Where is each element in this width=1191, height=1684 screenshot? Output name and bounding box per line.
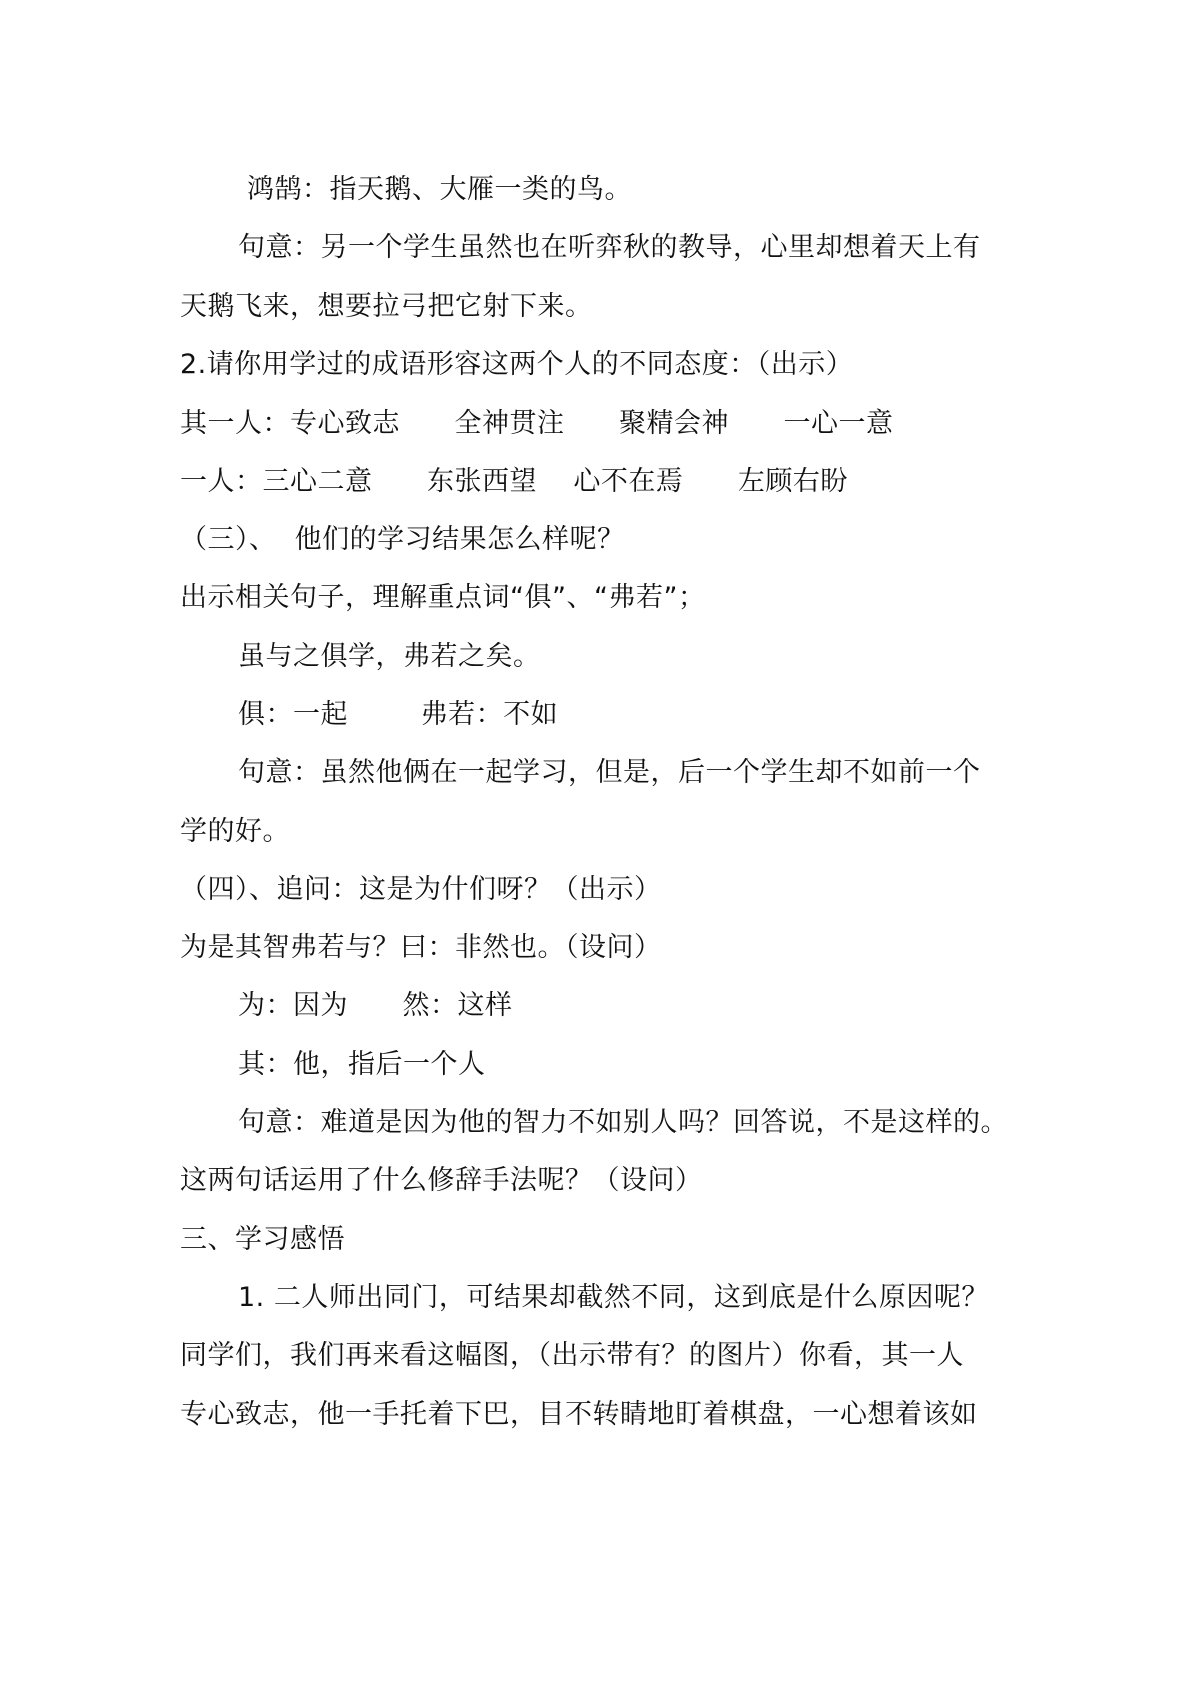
paragraph-line: 学的好。 bbox=[180, 816, 290, 847]
paragraph-line: 句意：难道是因为他的智力不如别人吗？回答说，不是这样的。 bbox=[238, 1107, 1008, 1138]
paragraph-line: 其一人：专心致志 全神贯注 聚精会神 一心一意 bbox=[180, 408, 894, 439]
paragraph-line: 句意：另一个学生虽然也在听弈秋的教导，心里却想着天上有 bbox=[238, 232, 981, 263]
paragraph-line: 一人：三心二意 东张西望 心不在焉 左顾右盼 bbox=[180, 466, 848, 497]
paragraph-line: 同学们，我们再来看这幅图，（出示带有？的图片）你看，其一人 bbox=[180, 1340, 964, 1371]
paragraph-line: 句意：虽然他俩在一起学习，但是，后一个学生却不如前一个 bbox=[238, 757, 981, 788]
paragraph-line: 俱：一起 弗若：不如 bbox=[238, 699, 559, 730]
paragraph-line: 专心致志，他一手托着下巴，目不转睛地盯着棋盘，一心想着该如 bbox=[180, 1399, 978, 1430]
paragraph-line: 其：他，指后一个人 bbox=[238, 1049, 486, 1080]
paragraph-line: 这两句话运用了什么修辞手法呢？（设问） bbox=[180, 1165, 703, 1196]
paragraph-line: 1. 二人师出同门，可结果却截然不同，这到底是什么原因呢？ bbox=[238, 1282, 989, 1313]
paragraph-line: 为：因为 然：这样 bbox=[238, 990, 513, 1021]
paragraph-line: 出示相关句子，理解重点词“俱”、“弗若”； bbox=[180, 582, 706, 613]
section-heading: （三）、 他们的学习结果怎么样呢？ bbox=[180, 524, 625, 555]
paragraph-line: 天鹅飞来，想要拉弓把它射下来。 bbox=[180, 291, 593, 322]
paragraph-line: 鸿鹄：指天鹅、大雁一类的鸟。 bbox=[247, 174, 632, 205]
section-heading: 三、学习感悟 bbox=[180, 1224, 345, 1255]
paragraph-line: 2.请你用学过的成语形容这两个人的不同态度：（出示） bbox=[180, 349, 854, 380]
section-heading: （四）、追问：这是为什们呀？（出示） bbox=[180, 874, 662, 905]
paragraph-line: 虽与之俱学，弗若之矣。 bbox=[238, 641, 541, 672]
paragraph-line: 为是其智弗若与？曰：非然也。（设问） bbox=[180, 932, 662, 963]
